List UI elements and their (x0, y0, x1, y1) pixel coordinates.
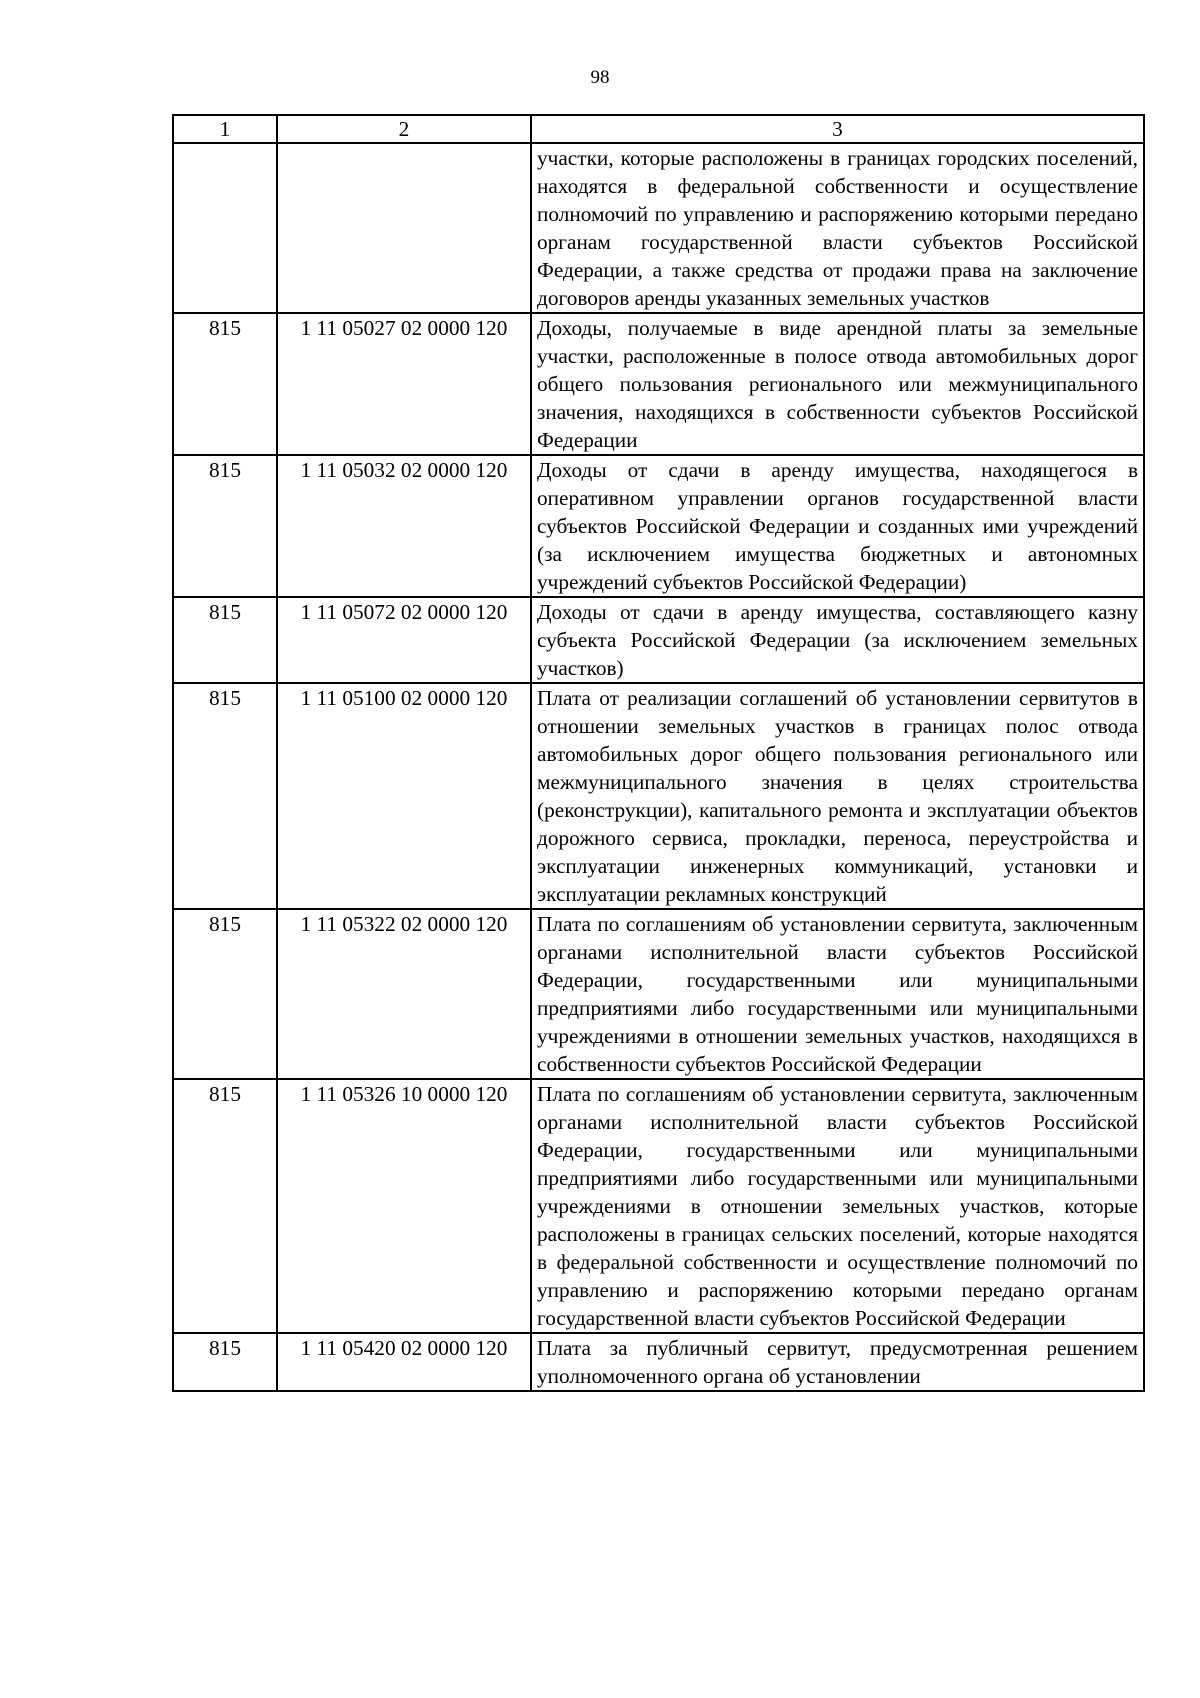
income-name-cell: Плата по соглашениям об установлении сервитута, заключенным органами исполнительной власти субъектов Российской Федерации, государственными или муниципальными предприятиями либо государственными или муниципальными учреждениями в отношении земельных участков, которые расположены в границах сельских поселений, которые находятся в федеральной собственности и осуществление полномочий по управлению и распоряжению которыми передано органам государственной власти субъектов Российской Федерации (531, 1079, 1144, 1333)
admin-code-cell: 815 (173, 455, 277, 597)
admin-code-cell: 815 (173, 909, 277, 1079)
budget-income-table (172, 114, 1145, 1392)
income-code-cell: 1 11 05322 02 0000 120 (277, 909, 531, 1079)
column-header-3: 3 (531, 115, 1144, 143)
column-header-1: 1 (173, 115, 277, 143)
table-row (173, 683, 1144, 909)
income-name-cell: Плата по соглашениям об установлении сервитута, заключенным органами исполнительной власти субъектов Российской Федерации, государственными или муниципальными предприятиями либо государственными или муниципальными учреждениями в отношении земельных участков, находящихся в собственности субъектов Российской Федерации (531, 909, 1144, 1079)
table-row (173, 597, 1144, 683)
table-row (173, 313, 1144, 455)
income-code-cell: 1 11 05420 02 0000 120 (277, 1333, 531, 1391)
admin-code-cell: 815 (173, 597, 277, 683)
page-number: 98 (590, 67, 610, 88)
admin-code-cell: 815 (173, 313, 277, 455)
income-name-cell: Доходы от сдачи в аренду имущества, находящегося в оперативном управлении органов государственной власти субъектов Российской Федерации и созданных ими учреждений (за исключением имущества бюджетных и автономных учреждений субъектов Российской Федерации) (531, 455, 1144, 597)
admin-code-cell: 815 (173, 1333, 277, 1391)
income-code-cell: 1 11 05072 02 0000 120 (277, 597, 531, 683)
admin-code-cell: 815 (173, 683, 277, 909)
table-row (173, 909, 1144, 1079)
income-name-cell: Плата от реализации соглашений об установлении сервитутов в отношении земельных участков в границах полос отвода автомобильных дорог общего пользования регионального или межмуниципального значения в целях строительства (реконструкции), капитального ремонта и эксплуатации объектов дорожного сервиса, прокладки, переноса, переустройства и эксплуатации инженерных коммуникаций, установки и эксплуатации рекламных конструкций (531, 683, 1144, 909)
income-code-cell: 1 11 05100 02 0000 120 (277, 683, 531, 909)
income-code-cell (277, 143, 531, 313)
header-row (173, 115, 1144, 143)
table-row (173, 455, 1144, 597)
table-row (173, 1079, 1144, 1333)
column-header-2: 2 (277, 115, 531, 143)
admin-code-cell: 815 (173, 1079, 277, 1333)
income-name-cell: Доходы от сдачи в аренду имущества, составляющего казну субъекта Российской Федерации (за исключением земельных участков) (531, 597, 1144, 683)
income-code-cell: 1 11 05027 02 0000 120 (277, 313, 531, 455)
income-name-cell: Доходы, получаемые в виде арендной платы за земельные участки, расположенные в полосе отвода автомобильных дорог общего пользования регионального или межмуниципального значения, находящихся в собственности субъектов Российской Федерации (531, 313, 1144, 455)
income-name-cell: Плата за публичный сервитут, предусмотренная решением уполномоченного органа об установлении (531, 1333, 1144, 1391)
admin-code-cell (173, 143, 277, 313)
income-name-cell: участки, которые расположены в границах городских поселений, находятся в федеральной собственности и осуществление полномочий по управлению и распоряжению которыми передано органам государственной власти субъектов Российской Федерации, а также средства от продажи права на заключение договоров аренды указанных земельных участков (531, 143, 1144, 313)
income-code-cell: 1 11 05032 02 0000 120 (277, 455, 531, 597)
table-row (173, 1333, 1144, 1391)
income-code-cell: 1 11 05326 10 0000 120 (277, 1079, 531, 1333)
table-row (173, 143, 1144, 313)
